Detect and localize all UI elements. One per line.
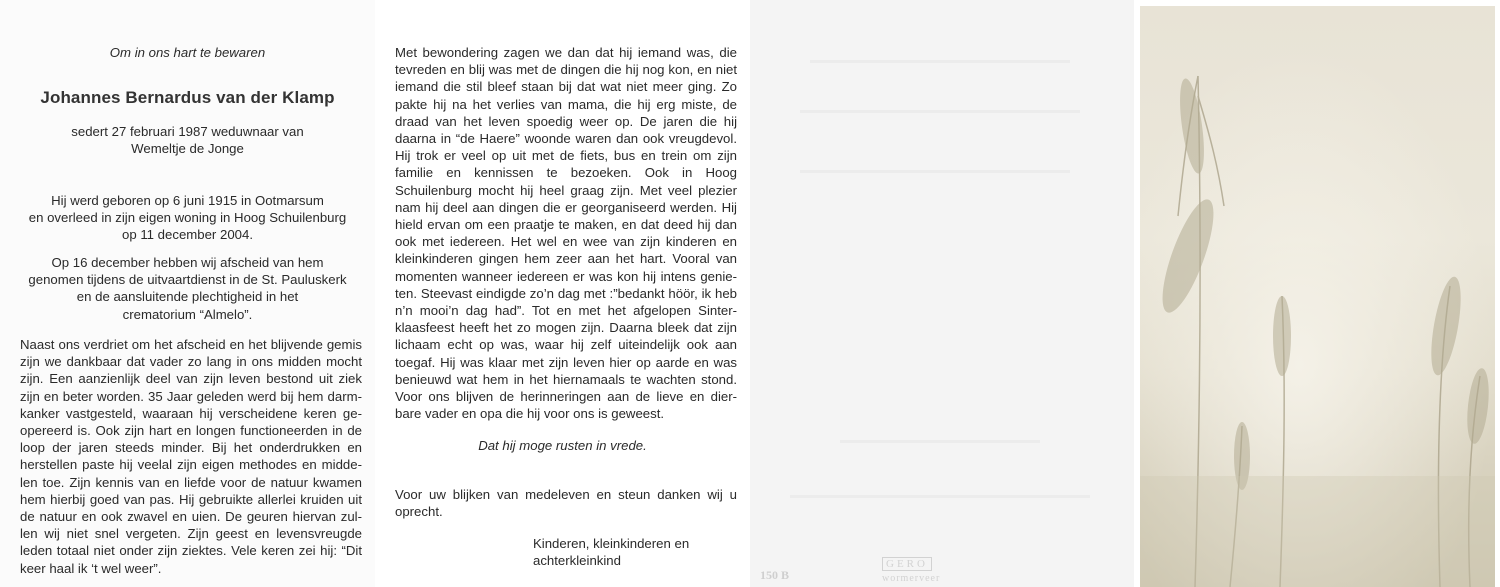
- left-inner-page: [0, 0, 375, 587]
- signoff-line: Kinderen, kleinkinderen en: [533, 536, 690, 551]
- motto: Om in ons hart te bewaren: [109, 45, 266, 60]
- farewell-line: crematorium “Almelo”.: [122, 306, 253, 322]
- deceased-name: Johannes Bernardus van der Klamp: [40, 88, 335, 107]
- widow-notice: [0, 123, 375, 157]
- birth-line: Hij werd geboren op 6 juni 1915 in Ootmarsum: [51, 193, 324, 208]
- rest-in-peace-line: Dat hij moge rusten in vrede.: [478, 438, 647, 453]
- thanks-text: Voor uw blijken van medeleven en steun danken wij u oprecht.: [395, 487, 737, 520]
- show-through-line: [800, 170, 1070, 173]
- memorial-text-part-1: Naast ons verdriet om het afscheid en het blijvende gemis zijn we dankbaar dat vader zo lang in ons midden mocht zijn. Een aanzienlijk deel van zijn leven bestond uit ziek zijn en beter worden. 35 Jaar geleden werd bij hem darm-kanker vastgesteld, waaraan hij verscheidene keren ge-opereerd is. Ook zijn hart en longen functioneerden in de loop der jaren steeds minder. Bij het onderdrukken en herstellen paste hij veelal zijn eigen methodes en midde-len toe. Zijn kennis van en liefde voor de natuur kwamen hem hierbij goed van pas. Hij gebruikte allerlei kruiden uit de natuur en ook zwavel en uien. De geuren hiervan zul-len wij niet snel vergeten. Zijn geest en levensvreugde leden totaal niet onder zijn ziektes. Vele keren zei hij: “Dit keer haal ik ‘t wel weer”.: [20, 337, 362, 576]
- printer-brand: [882, 554, 962, 584]
- reed-grass-photo: [1140, 6, 1495, 587]
- brand-location: wormerveer: [882, 573, 941, 584]
- birth-line: en overleed in zijn eigen woning in Hoog Schuilenburg: [28, 210, 347, 226]
- show-through-line: [800, 110, 1080, 113]
- signoff: [533, 535, 733, 569]
- widow-line: sedert 27 februari 1987 weduwnaar van: [71, 124, 304, 139]
- show-through-line: [810, 60, 1070, 63]
- birth-death-notice: [0, 192, 375, 244]
- reed-silhouettes: [1140, 6, 1495, 587]
- farewell-line: genomen tijdens de uitvaartdienst in de St. Pauluskerk: [28, 272, 347, 288]
- memorial-text-part-2: Met bewondering zagen we dan dat hij iemand was, die tevreden en blij was met de dingen die hij nog kon, en niet iemand die stil bleef staan bij dat wat niet meer ging. Zo pakte hij na het verlies van mama, die hij erg miste, de draad van het leven spoedig weer op. De jaren die hij daarna in “de Haere” woonde waren dan ook vreugdevol. Hij trok er veel op uit met de fiets, bus en trein om zijn familie en kennissen te bezoeken. Ook in Hoog Schuilenburg mocht hij heel graag zijn. Met veel plezier nam hij deel aan dingen die er georganiseerd werden. Hij hield ervan om een praatje te maken, en dat deed hij dan ook met iedereen. Het wel en wee van zijn kinderen en kleinkinderen gingen hem zeer aan het hart. Vooral van momenten wanneer iedereen er was kon hij intens genie-ten. Steevast eindigde zo’n dag met :”bedankt höör, ik heb n’n mooi’n dag had”. Tot en met het afgelopen Sinter-klaasfeest heeft het zo mogen zijn. Daarna bleek dat zijn lichaam echt op was, waar hij zelf uiteindelijk ook aan toegaf. Hij was klaar met zijn leven hier op aarde en was benieuwd wat hem in het hiernamaals te wachten stond. Voor ons blijven de herinneringen aan de lieve en dier-bare vader en opa die hij voor ons is geweest.: [395, 45, 737, 422]
- farewell-line: en de aansluitende plechtigheid in het: [76, 289, 299, 305]
- widow-line: Wemeltje de Jonge: [131, 141, 244, 157]
- signoff-line: achterkleinkind: [533, 553, 621, 569]
- cover-page: [1134, 0, 1500, 587]
- brand-logo: GERO: [882, 557, 932, 571]
- farewell-line: Op 16 december hebben wij afscheid van hem: [51, 255, 324, 270]
- right-inner-page: [375, 0, 750, 587]
- show-through-line: [840, 440, 1040, 443]
- birth-line: op 11 december 2004.: [122, 227, 253, 243]
- card-code: 150 B: [760, 568, 790, 582]
- show-through-line: [790, 495, 1090, 498]
- back-page: [750, 0, 1134, 587]
- farewell-notice: [0, 254, 375, 323]
